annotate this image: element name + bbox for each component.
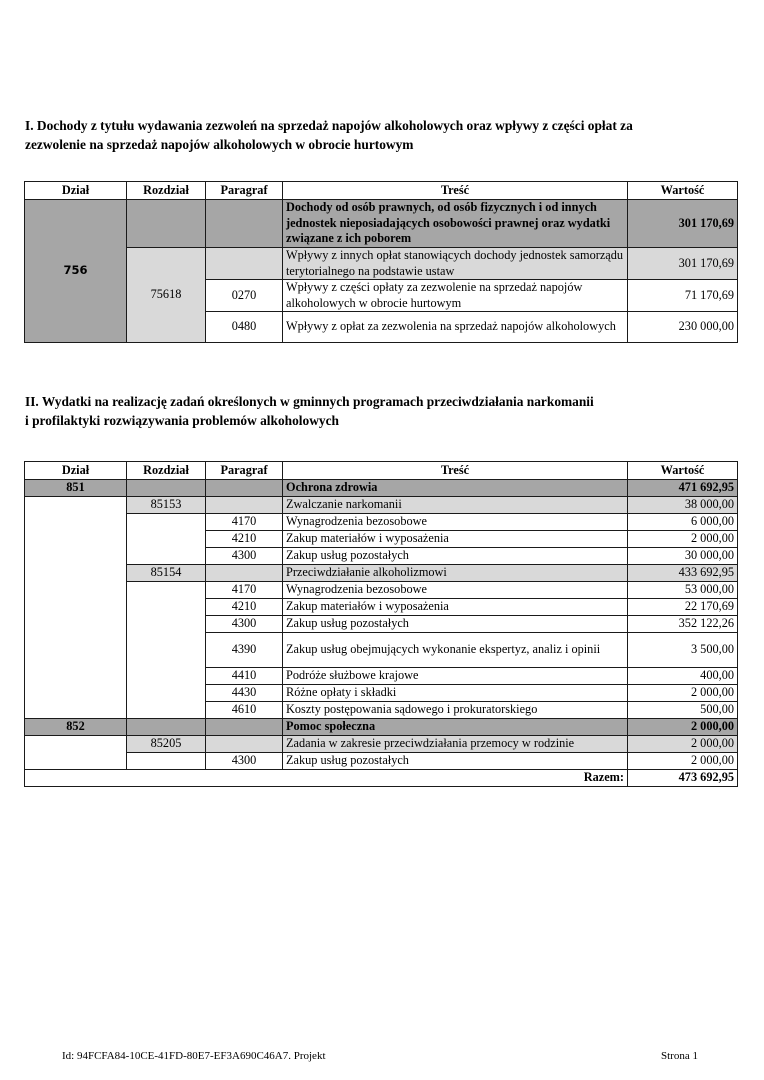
cell-tresc: Przeciwdziałanie alkoholizmowi [283,565,628,582]
cell-tresc: Zakup usług pozostałych [283,548,628,565]
cell-tresc: Pomoc społeczna [283,719,628,736]
cell-paragraf: 4170 [206,582,283,599]
cell-rozdzial [127,480,206,497]
cell-paragraf [206,565,283,582]
section-2-heading-line-2: i profilaktyki rozwiązywania problemów alkoholowych [25,413,339,428]
table-row [25,514,738,531]
cell-wartosc: 30 000,00 [628,548,738,565]
column-header-tresc: Treść [283,462,628,480]
column-header-wartosc: Wartość [628,462,738,480]
cell-paragraf: 4300 [206,616,283,633]
cell-wartosc: 2 000,00 [628,685,738,702]
section-2-heading [25,392,745,430]
cell-paragraf [206,497,283,514]
cell-tresc: Zakup usług pozostałych [283,753,628,770]
table-row [25,480,738,497]
cell-tresc: Wpływy z opłat za zezwolenia na sprzedaż napojów alkoholowych [283,312,628,343]
table-header-row [25,462,738,480]
cell-wartosc: 2 000,00 [628,719,738,736]
cell-rozdzial: 85153 [127,497,206,514]
cell-rozdzial: 75618 [127,248,206,343]
cell-wartosc: 400,00 [628,668,738,685]
cell-wartosc: 301 170,69 [628,200,738,248]
cell-tresc: Zakup materiałów i wyposażenia [283,599,628,616]
table-row [25,753,738,770]
cell-paragraf [206,719,283,736]
income-table [24,181,738,343]
cell-wartosc: 71 170,69 [628,280,738,312]
cell-tresc: Zakup materiałów i wyposażenia [283,531,628,548]
cell-wartosc: 38 000,00 [628,497,738,514]
page-number: Strona 1 [661,1050,698,1062]
cell-dzial [25,736,127,770]
cell-tresc: Wynagrodzenia bezosobowe [283,582,628,599]
cell-rozdzial: 85154 [127,565,206,582]
cell-paragraf [206,200,283,248]
cell-rozdzial [127,753,206,770]
cell-wartosc: 352 122,26 [628,616,738,633]
cell-tresc: Zakup usług pozostałych [283,616,628,633]
table-header-row [25,182,738,200]
cell-paragraf [206,736,283,753]
expenses-table [24,461,738,787]
table-row [25,497,738,514]
column-header-rozdzial: Rozdział [127,462,206,480]
cell-rozdzial [127,719,206,736]
column-header-paragraf: Paragraf [206,462,283,480]
cell-wartosc: 301 170,69 [628,248,738,280]
cell-wartosc: 471 692,95 [628,480,738,497]
table-row [25,736,738,753]
total-label: Razem: [25,770,628,787]
cell-tresc: Wpływy z części opłaty za zezwolenie na sprzedaż napojów alkoholowych w obrocie hurtowym [283,280,628,312]
cell-paragraf: 4410 [206,668,283,685]
column-header-paragraf: Paragraf [206,182,283,200]
cell-tresc: Podróże służbowe krajowe [283,668,628,685]
column-header-wartosc: Wartość [628,182,738,200]
section-1-heading-line-1: I. Dochody z tytułu wydawania zezwoleń na sprzedaż napojów alkoholowych oraz wpływy z części opłat za [25,118,633,133]
table-row [25,582,738,599]
cell-paragraf: 4430 [206,685,283,702]
cell-paragraf: 4210 [206,599,283,616]
cell-paragraf [206,248,283,280]
cell-dzial [25,497,127,719]
cell-dzial: 852 [25,719,127,736]
cell-tresc: Zadania w zakresie przeciwdziałania przemocy w rodzinie [283,736,628,753]
cell-wartosc: 500,00 [628,702,738,719]
cell-wartosc: 2 000,00 [628,736,738,753]
cell-wartosc: 53 000,00 [628,582,738,599]
cell-rozdzial: 85205 [127,736,206,753]
cell-dzial: 756 [25,200,127,343]
cell-paragraf: 0270 [206,280,283,312]
cell-wartosc: 2 000,00 [628,531,738,548]
table-row [25,565,738,582]
cell-paragraf: 0480 [206,312,283,343]
cell-paragraf: 4170 [206,514,283,531]
cell-tresc: Zwalczanie narkomanii [283,497,628,514]
cell-tresc: Różne opłaty i składki [283,685,628,702]
cell-rozdzial [127,200,206,248]
cell-dzial: 851 [25,480,127,497]
total-value: 473 692,95 [628,770,738,787]
table-row [25,248,738,280]
cell-paragraf [206,480,283,497]
cell-paragraf: 4300 [206,548,283,565]
table-row [25,200,738,248]
total-row [25,770,738,787]
cell-tresc: Wynagrodzenia bezosobowe [283,514,628,531]
section-1-heading [25,116,745,154]
cell-paragraf: 4390 [206,633,283,668]
cell-tresc: Dochody od osób prawnych, od osób fizycznych i od innych jednostek nieposiadających osobowości prawnej oraz wydatki związane z ich poborem [283,200,628,248]
cell-wartosc: 22 170,69 [628,599,738,616]
cell-wartosc: 433 692,95 [628,565,738,582]
cell-wartosc: 2 000,00 [628,753,738,770]
cell-wartosc: 3 500,00 [628,633,738,668]
section-1-heading-line-2: zezwolenie na sprzedaż napojów alkoholowych w obrocie hurtowym [25,137,414,152]
column-header-tresc: Treść [283,182,628,200]
cell-tresc: Koszty postępowania sądowego i prokuratorskiego [283,702,628,719]
column-header-dzial: Dział [25,462,127,480]
cell-tresc: Ochrona zdrowia [283,480,628,497]
table-row [25,719,738,736]
document-id: Id: 94FCFA84-10CE-41FD-80E7-EF3A690C46A7. Projekt [62,1050,326,1062]
cell-rozdzial [127,514,206,565]
cell-paragraf: 4210 [206,531,283,548]
cell-tresc: Zakup usług obejmujących wykonanie ekspertyz, analiz i opinii [283,633,628,668]
cell-wartosc: 230 000,00 [628,312,738,343]
cell-rozdzial [127,582,206,719]
section-2-heading-line-1: II. Wydatki na realizację zadań określonych w gminnych programach przeciwdziałania narkomanii [25,394,594,409]
column-header-rozdzial: Rozdział [127,182,206,200]
column-header-dzial: Dział [25,182,127,200]
cell-paragraf: 4610 [206,702,283,719]
cell-paragraf: 4300 [206,753,283,770]
cell-wartosc: 6 000,00 [628,514,738,531]
cell-tresc: Wpływy z innych opłat stanowiących dochody jednostek samorządu terytorialnego na podstawie ustaw [283,248,628,280]
